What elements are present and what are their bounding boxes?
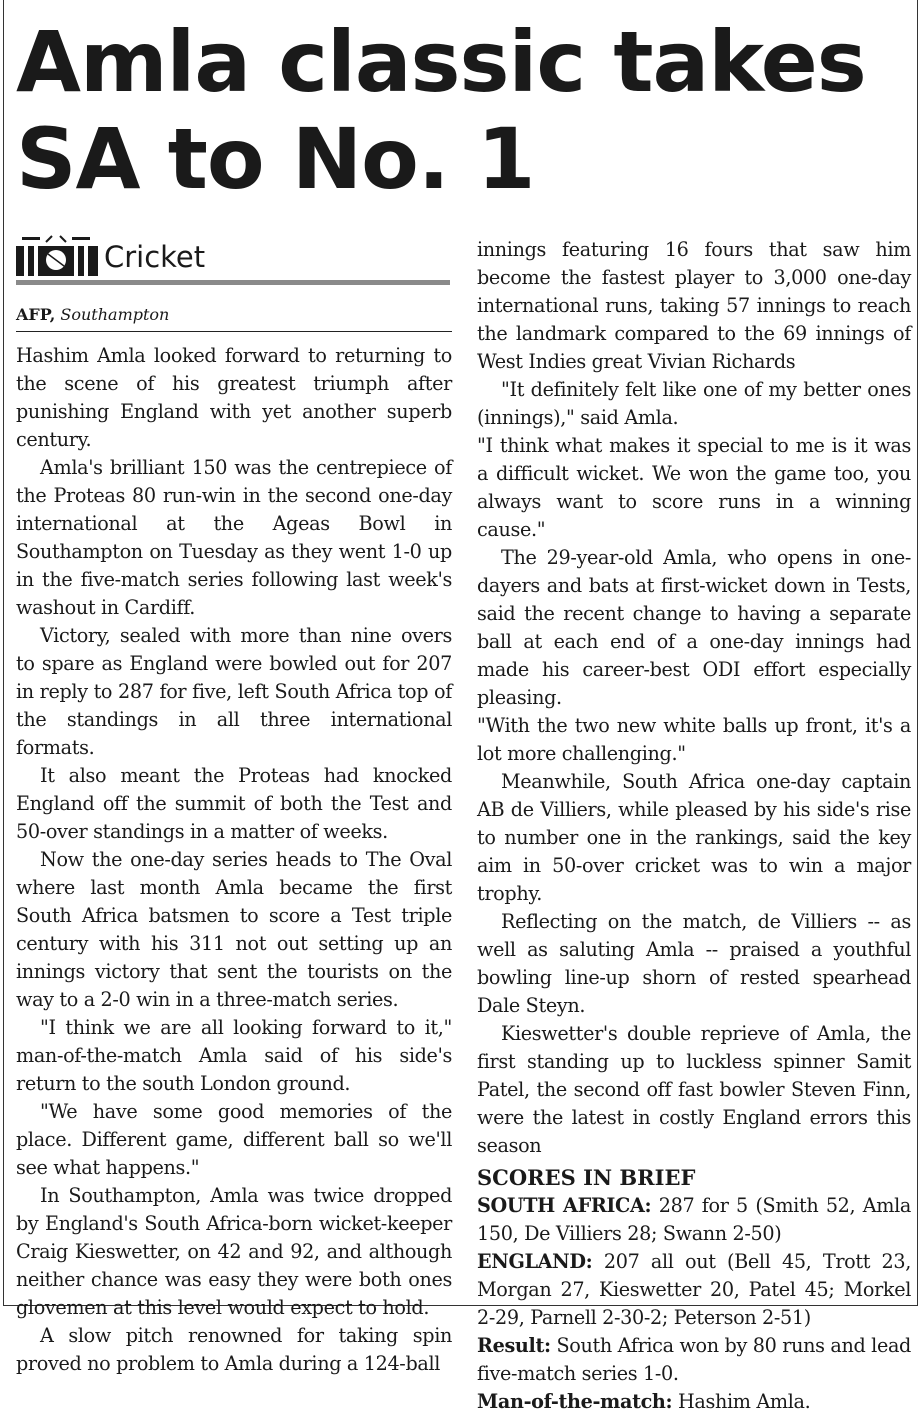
paragraph: "With the two new white balls up front, it's a lot more challenging." <box>477 714 911 765</box>
paragraph: "It definitely felt like one of my better ones (innings)," said Amla. <box>477 378 911 429</box>
section-label: Cricket <box>104 240 206 274</box>
headline: Amla classic takes SA to No. 1 <box>16 13 866 208</box>
paragraph: Amla's brilliant 150 was the centrepiece of the Proteas 80 run-win in the second one-day international at the Ageas Bowl in Southampton on Tuesday as they went 1-0 up in the five-match series following last week's washout in Cardiff. <box>16 456 452 619</box>
paragraph: A slow pitch renowned for taking spin proved no problem to Amla during a 124-ball <box>16 1324 452 1375</box>
paragraph: innings featuring 16 fours that saw him become the fastest player to 3,000 one-day international runs, taking 57 innings to reach the landmark compared to the 69 innings of West Indies great Vivian Richards <box>477 238 911 373</box>
paragraph: Kieswetter's double reprieve of Amla, the first standing up to luckless spinner Samit Patel, the second off fast bowler Steven Finn, were the latest in costly England errors this season <box>477 1022 911 1157</box>
section-rule <box>16 280 450 285</box>
byline-rule <box>16 331 452 332</box>
score-label: Result: <box>477 1334 551 1357</box>
score-line <box>477 1388 911 1416</box>
scores-title: SCORES IN BRIEF <box>477 1165 696 1190</box>
article-body-right <box>477 236 911 1160</box>
paragraph: "I think what makes it special to me is it was a difficult wicket. We won the game too, you always want to score runs in a winning cause." <box>477 434 911 541</box>
article-body-left <box>16 342 452 1378</box>
score-text: Hashim Amla. <box>672 1390 811 1413</box>
section-tag <box>16 230 452 276</box>
score-label: Man-of-the-match: <box>477 1390 673 1413</box>
paragraph: Now the one-day series heads to The Oval where last month Amla became the first South Africa batsmen to score a Test triple century with his 311 not out setting up an innings victory that sent the tourists on the way to a 2-0 win in a three-match series. <box>16 848 452 1011</box>
paragraph: In Southampton, Amla was twice dropped by England's South Africa-born wicket-keeper Craig Kieswetter, on 42 and 92, and although neither chance was easy they were both ones glovemen at this level would expect to hold. <box>16 1184 452 1319</box>
score-line <box>477 1332 911 1388</box>
score-text: 207 all out (Bell 45, Trott 23, Morgan 27, Kieswetter 20, Patel 45; Morkel 2-29, Parnell 2-30-2; Peterson 2-51) <box>477 1250 911 1329</box>
score-label: ENGLAND: <box>477 1250 593 1273</box>
cricket-icon <box>16 234 98 276</box>
score-text: 287 for 5 (Smith 52, Amla 150, De Villiers 28; Swann 2-50) <box>477 1194 911 1245</box>
paragraph: Hashim Amla looked forward to returning to the scene of his greatest triumph after punishing England with yet another superb century. <box>16 344 452 451</box>
paragraph: Reflecting on the match, de Villiers -- as well as saluting Amla -- praised a youthful bowling line-up shorn of rested spearhead Dale Steyn. <box>477 910 911 1017</box>
paragraph: Victory, sealed with more than nine overs to spare as England were bowled out for 207 in reply to 287 for five, left South Africa top of the standings in all three international formats. <box>16 624 452 759</box>
page-border-left <box>3 0 4 1305</box>
paragraph: "I think we are all looking forward to it," man-of-the-match Amla said of his side's return to the south London ground. <box>16 1016 452 1095</box>
score-text: South Africa won by 80 runs and lead five-match series 1-0. <box>477 1334 911 1385</box>
byline-agency: AFP, <box>16 305 56 324</box>
paragraph: The 29-year-old Amla, who opens in one-dayers and bats at first-wicket down in Tests, said the recent change to having a separate ball at each end of a one-day innings had made his career-best ODI effort especially pleasing. <box>477 546 911 709</box>
right-column <box>477 236 911 1416</box>
paragraph: "We have some good memories of the place. Different game, different ball so we'll see what happens." <box>16 1100 452 1179</box>
byline <box>16 305 452 331</box>
left-column <box>16 230 452 1378</box>
score-line <box>477 1248 911 1332</box>
scores-in-brief <box>477 1164 911 1416</box>
page-border-right <box>917 0 918 1305</box>
paragraph: It also meant the Proteas had knocked England off the summit of both the Test and 50-over standings in a matter of weeks. <box>16 764 452 843</box>
score-line <box>477 1192 911 1248</box>
paragraph: Meanwhile, South Africa one-day captain AB de Villiers, while pleased by his side's rise to number one in the rankings, said the key aim in 50-over cricket was to win a major trophy. <box>477 770 911 905</box>
score-label: SOUTH AFRICA: <box>477 1194 652 1217</box>
byline-location: Southampton <box>60 305 170 324</box>
